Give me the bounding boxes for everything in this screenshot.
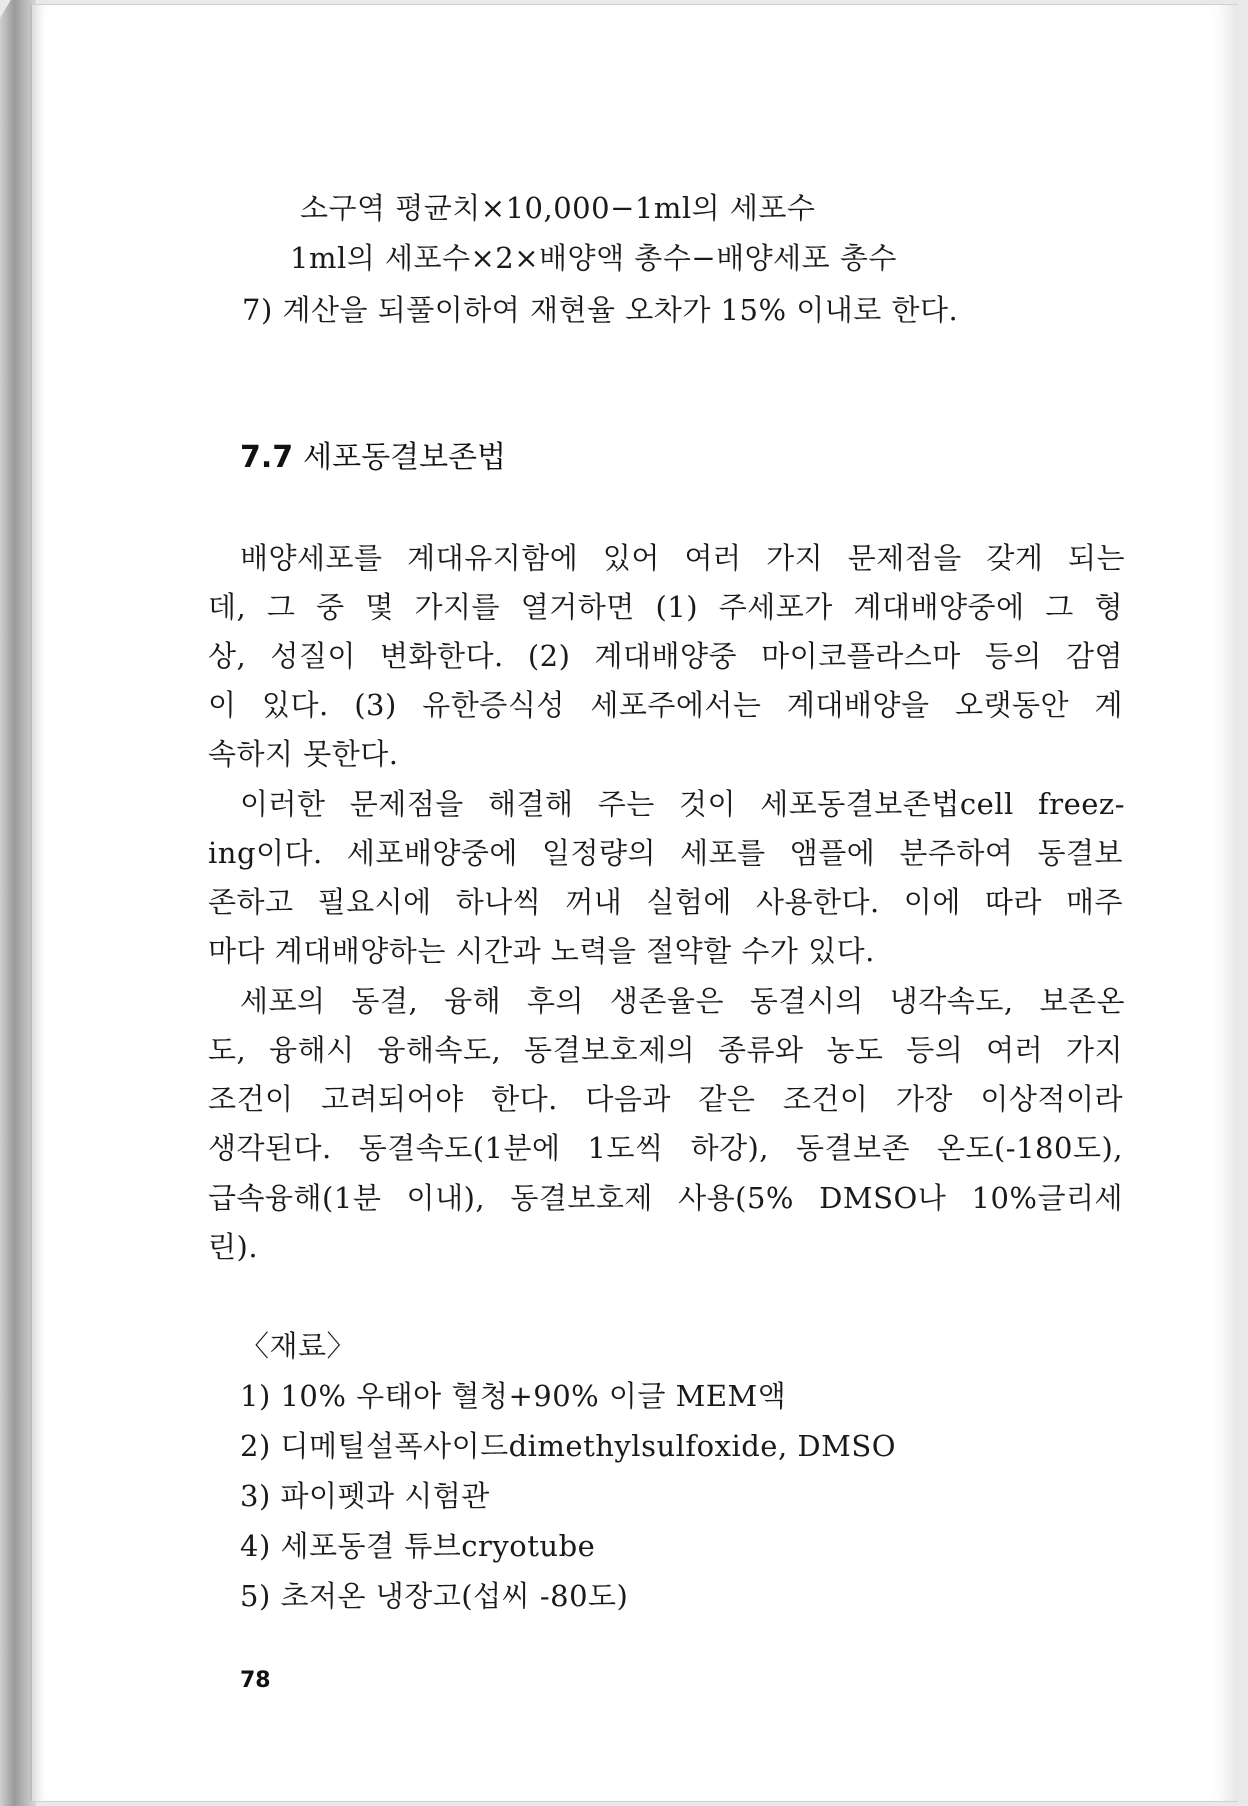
paragraph2-line-1: 이러한 문제점을 해결해 주는 것이 세포동결보존법cell freez- <box>240 787 1125 821</box>
page-number: 78 <box>240 1668 271 1693</box>
paragraph2-line-2: ing이다. 세포배양중에 일정량의 세포를 앰플에 분주하여 동결보 <box>208 836 1123 870</box>
material-item-5: 5) 초저온 냉장고(섭씨 -80도) <box>240 1579 629 1613</box>
material-item-3: 3) 파이펫과 시험관 <box>240 1479 490 1513</box>
paragraph3-line-6: 린). <box>208 1230 259 1264</box>
formula-line-1: 소구역 평균치×10,000−1ml의 세포수 <box>300 191 816 225</box>
step-7: 7) 계산을 되풀이하여 재현율 오차가 15% 이내로 한다. <box>242 293 959 327</box>
materials-heading: 〈재료〉 <box>240 1329 357 1363</box>
material-item-1: 1) 10% 우태아 혈청+90% 이글 MEM액 <box>240 1379 787 1413</box>
paragraph2-line-3: 존하고 필요시에 하나씩 꺼내 실험에 사용한다. 이에 따라 매주 <box>208 885 1123 919</box>
paragraph1-line-1: 배양세포를 계대유지함에 있어 여러 가지 문제점을 갖게 되는 <box>240 541 1125 575</box>
paragraph1-line-4: 이 있다. (3) 유한증식성 세포주에서는 계대배양을 오랫동안 계 <box>208 688 1123 722</box>
paragraph3-line-4: 생각된다. 동결속도(1분에 1도씩 하강), 동결보존 온도(-180도), <box>208 1131 1123 1165</box>
section-number: 7.7 <box>240 440 294 475</box>
paragraph3-line-3: 조건이 고려되어야 한다. 다음과 같은 조건이 가장 이상적이라 <box>208 1082 1123 1116</box>
paragraph3-line-5: 급속융해(1분 이내), 동결보호제 사용(5% DMSO나 10%글리세 <box>208 1181 1123 1215</box>
section-title: 세포동결보존법 <box>303 440 507 475</box>
material-item-4: 4) 세포동결 튜브cryotube <box>240 1529 596 1563</box>
paragraph3-line-2: 도, 융해시 융해속도, 동결보호제의 종류와 농도 등의 여러 가지 <box>208 1033 1123 1067</box>
formula-line-2: 1ml의 세포수×2×배양액 총수−배양세포 총수 <box>290 241 897 275</box>
material-item-2: 2) 디메틸설폭사이드dimethylsulfoxide, DMSO <box>240 1429 896 1463</box>
paragraph3-line-1: 세포의 동결, 융해 후의 생존율은 동결시의 냉각속도, 보존온 <box>240 984 1125 1018</box>
paragraph1-line-3: 상, 성질이 변화한다. (2) 계대배양중 마이코플라스마 등의 감염 <box>208 639 1123 673</box>
paragraph1-line-2: 데, 그 중 몇 가지를 열거하면 (1) 주세포가 계대배양중에 그 형 <box>208 590 1123 624</box>
section-heading <box>240 432 506 476</box>
paragraph1-line-5: 속하지 못한다. <box>208 737 399 771</box>
paragraph2-line-4: 마다 계대배양하는 시간과 노력을 절약할 수가 있다. <box>208 934 875 968</box>
